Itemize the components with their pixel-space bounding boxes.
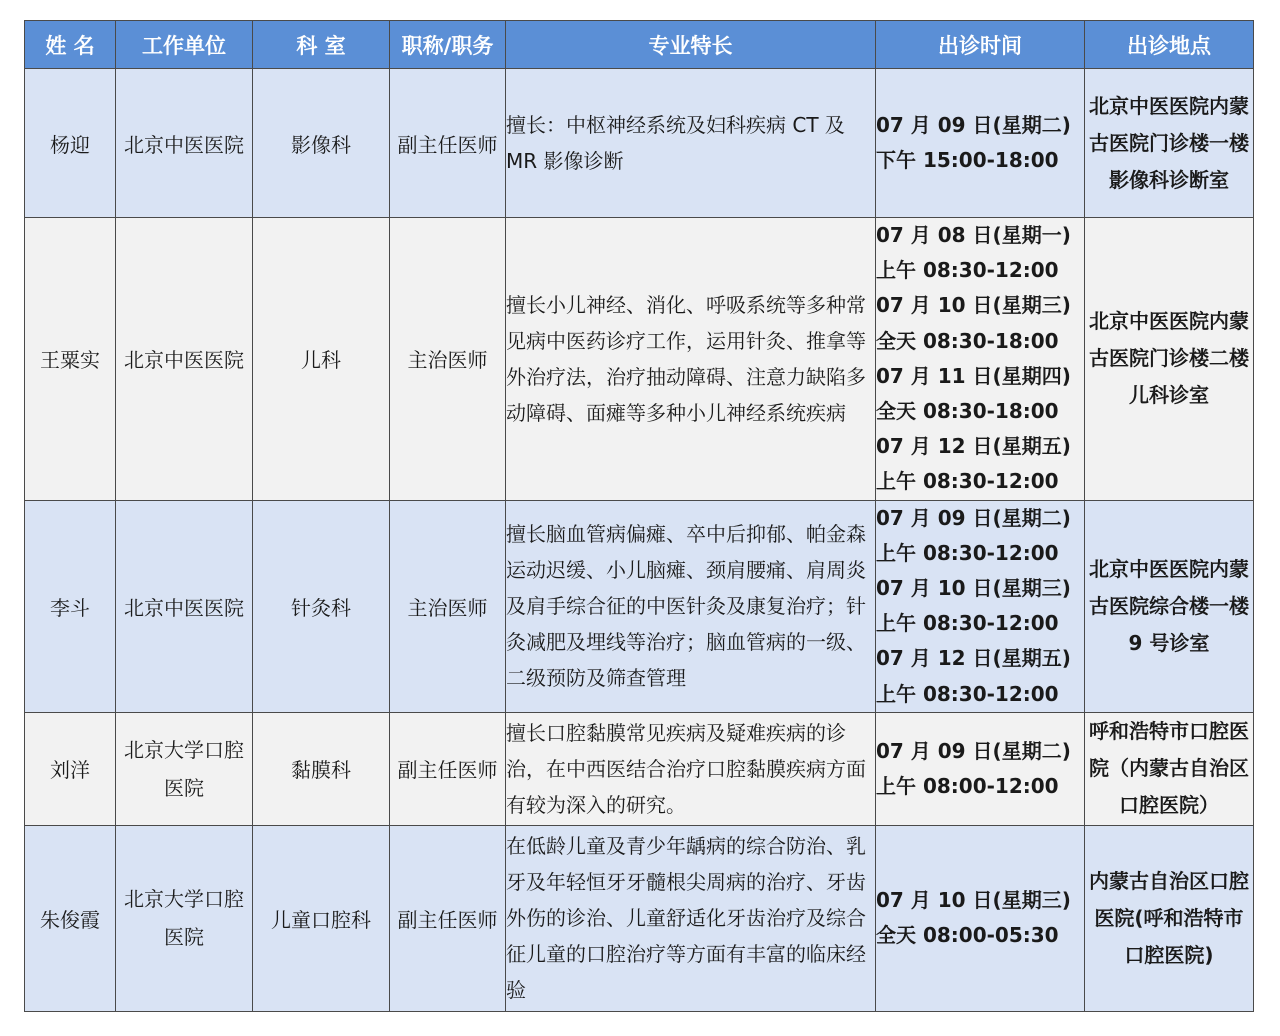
clinic-location: 北京中医医院内蒙古医院门诊楼二楼儿科诊室 [1085,218,1254,501]
doctor-name: 刘洋 [25,712,116,825]
work-unit: 北京中医医院 [116,500,253,712]
time-line: 全天 08:00-05:30 [876,923,1059,948]
header-location: 出诊地点 [1085,21,1254,69]
work-unit-text: 北京大学口腔医院 [124,887,244,950]
work-unit [116,712,253,825]
job-title: 主治医师 [390,218,506,501]
doctor-name: 李斗 [25,500,116,712]
work-unit-text: 北京大学口腔医院 [124,737,244,800]
clinic-time [876,825,1085,1011]
specialty: 擅长小儿神经、消化、呼吸系统等多种常见病中医药诊疗工作，运用针灸、推拿等外治疗法，治疗抽动障碍、注意力缺陷多动障碍、面瘫等多种小儿神经系统疾病 [506,218,876,501]
header-time: 出诊时间 [876,21,1085,69]
header-dept: 科 室 [253,21,390,69]
clinic-location: 呼和浩特市口腔医院（内蒙古自治区口腔医院） [1085,712,1254,825]
clinic-location: 北京中医医院内蒙古医院门诊楼一楼影像科诊断室 [1085,69,1254,218]
header-row [25,21,1254,69]
department: 针灸科 [253,500,390,712]
work-unit [116,825,253,1011]
time-line: 全天 08:30-18:00 [876,399,1059,424]
specialty: 擅长口腔黏膜常见疾病及疑难疾病的诊治，在中西医结合治疗口腔黏膜疾病方面有较为深入的研究。 [506,712,876,825]
specialty: 在低龄儿童及青少年龋病的综合防治、乳牙及年轻恒牙牙髓根尖周病的治疗、牙齿外伤的诊治、儿童舒适化牙齿治疗及综合征儿童的口腔治疗等方面有丰富的临床经验 [506,825,876,1011]
clinic-location: 北京中医医院内蒙古医院综合楼一楼 9 号诊室 [1085,500,1254,712]
time-line: 上午 08:30-12:00 [876,540,1059,565]
table-row [25,500,1254,712]
header-title: 职称/职务 [390,21,506,69]
clinic-time [876,500,1085,712]
table-row [25,712,1254,825]
time-line: 07 月 12 日(星期五) [876,434,1071,459]
time-line: 上午 08:30-12:00 [876,611,1059,636]
header-unit: 工作单位 [116,21,253,69]
time-line: 上午 08:30-12:00 [876,469,1059,494]
doctor-name: 杨迎 [25,69,116,218]
doctor-name: 王粟实 [25,218,116,501]
time-line: 07 月 10 日(星期三) [876,293,1071,318]
time-line: 07 月 09 日(星期二) [876,112,1071,137]
time-line: 07 月 10 日(星期三) [876,888,1071,913]
time-line: 上午 08:30-12:00 [876,681,1059,706]
table-row [25,69,1254,218]
clinic-time [876,69,1085,218]
time-line: 上午 08:00-12:00 [876,773,1059,798]
time-line: 07 月 08 日(星期一) [876,223,1071,247]
table-row [25,825,1254,1011]
clinic-location: 内蒙古自治区口腔医院(呼和浩特市口腔医院) [1085,825,1254,1011]
specialty: 擅长：中枢神经系统及妇科疾病 CT 及 MR 影像诊断 [506,69,876,218]
doctor-name: 朱俊霞 [25,825,116,1011]
time-line: 下午 15:00-18:00 [876,148,1059,172]
table-row [25,218,1254,501]
header-specialty: 专业特长 [506,21,876,69]
job-title: 副主任医师 [390,825,506,1011]
time-line: 上午 08:30-12:00 [876,258,1059,283]
job-title: 副主任医师 [390,712,506,825]
department: 黏膜科 [253,712,390,825]
header-name: 姓 名 [25,21,116,69]
job-title: 主治医师 [390,500,506,712]
department: 儿童口腔科 [253,825,390,1011]
time-line: 07 月 10 日(星期三) [876,576,1071,601]
time-line: 全天 08:30-18:00 [876,328,1059,353]
department: 影像科 [253,69,390,218]
job-title: 副主任医师 [390,69,506,218]
department: 儿科 [253,218,390,501]
doctor-schedule-table [24,20,1254,1012]
work-unit: 北京中医医院 [116,69,253,218]
time-line: 07 月 09 日(星期二) [876,505,1071,530]
clinic-time [876,712,1085,825]
time-line: 07 月 09 日(星期二) [876,738,1071,763]
time-line: 07 月 11 日(星期四) [876,363,1071,388]
clinic-time [876,218,1085,501]
time-line: 07 月 12 日(星期五) [876,646,1071,671]
work-unit: 北京中医医院 [116,218,253,501]
specialty: 擅长脑血管病偏瘫、卒中后抑郁、帕金森运动迟缓、小儿脑瘫、颈肩腰痛、肩周炎及肩手综合征的中医针灸及康复治疗；针灸减肥及埋线等治疗；脑血管病的一级、二级预防及筛查管理 [506,500,876,712]
